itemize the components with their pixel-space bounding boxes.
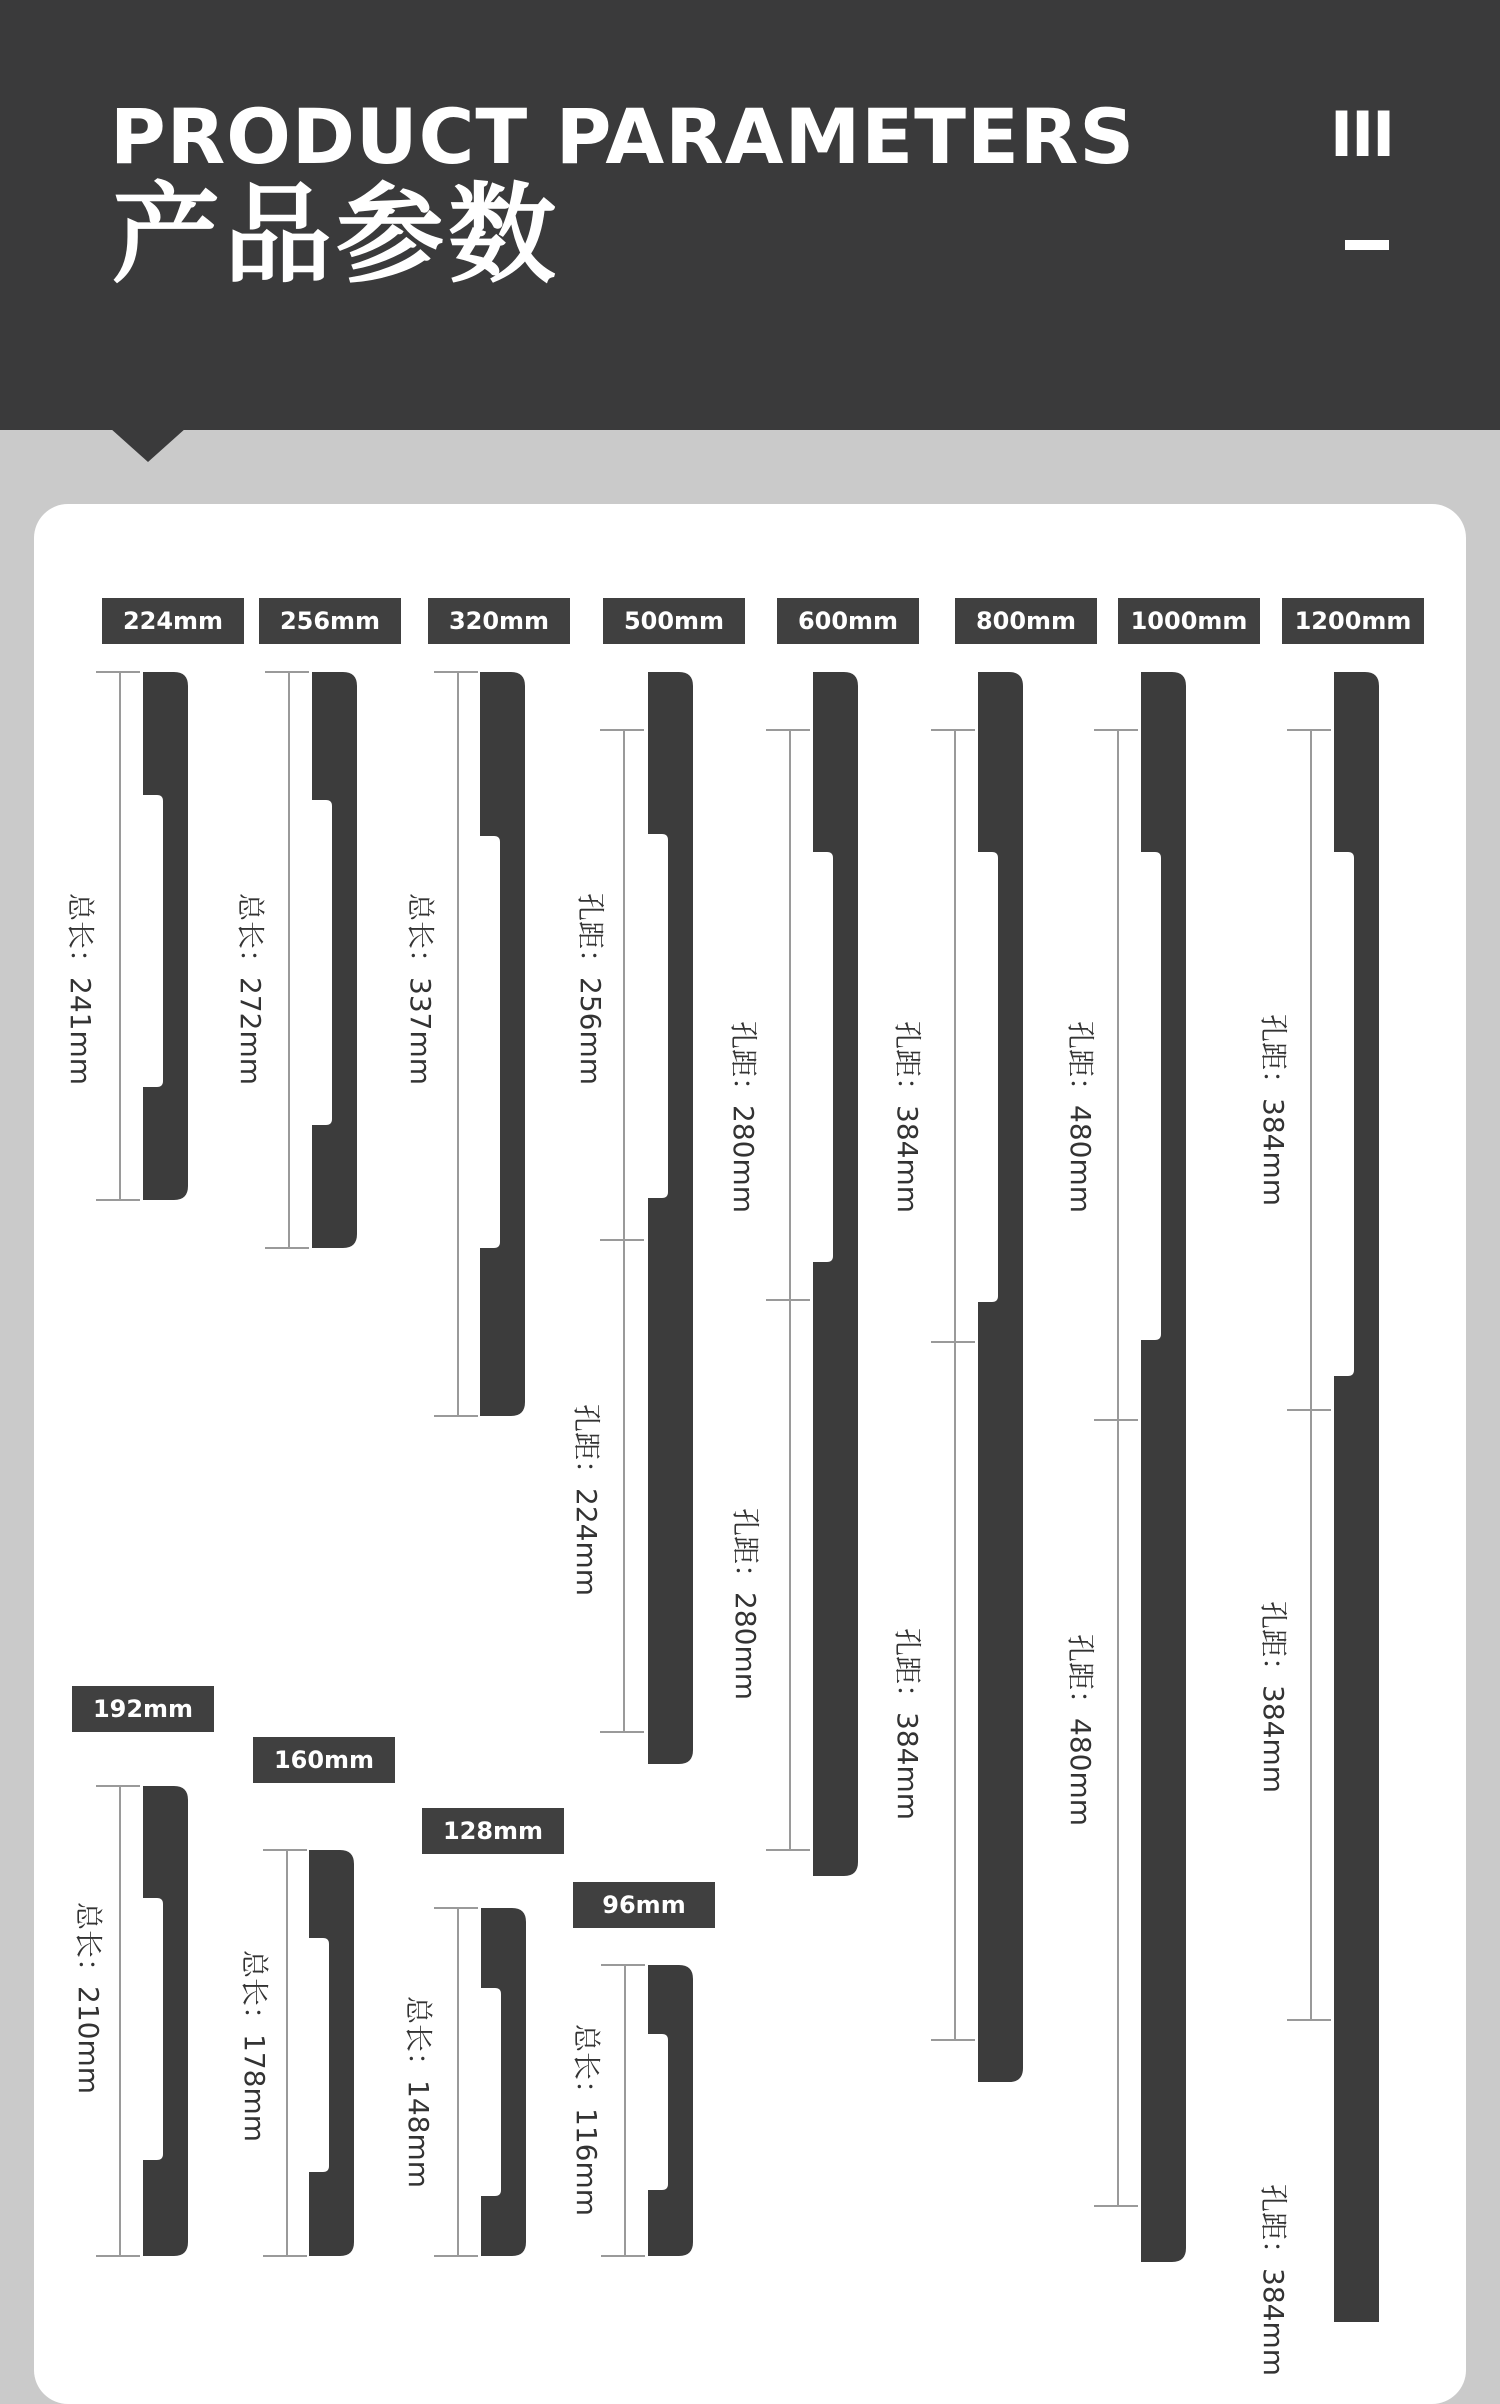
size-label-1200: 1200mm — [1282, 598, 1424, 644]
handle-800 — [978, 672, 1023, 2082]
size-label-128: 128mm — [422, 1808, 564, 1854]
handle-1000 — [1141, 672, 1186, 2262]
dim-text-500-b: 孔距：224mm — [570, 1404, 603, 1596]
handle-192 — [143, 1786, 188, 2256]
dim-text-1200-b: 孔距：384mm — [1257, 1601, 1290, 1793]
dim-text-192-total: 总长：210mm — [72, 1902, 105, 2094]
title-chinese: 产品参数 — [112, 173, 561, 298]
size-label-600: 600mm — [777, 598, 919, 644]
size-label-192: 192mm — [72, 1686, 214, 1732]
dim-text-128-total: 总长：148mm — [402, 1996, 435, 2188]
dim-text-800-a: 孔距：384mm — [891, 1021, 924, 1213]
size-label-224: 224mm — [102, 598, 244, 644]
title-english: PRODUCT PARAMETERS — [110, 92, 1136, 181]
size-label-800: 800mm — [955, 598, 1097, 644]
size-label-1000: 1000mm — [1118, 598, 1260, 644]
handle-1200 — [1334, 672, 1379, 2322]
size-label-500: 500mm — [603, 598, 745, 644]
handle-224 — [143, 672, 188, 1200]
size-label-96: 96mm — [573, 1882, 715, 1928]
dim-text-224-total: 总长：241mm — [64, 893, 97, 1085]
dim-text-600-a: 孔距：280mm — [727, 1021, 760, 1213]
dim-text-256-total: 总长：272mm — [234, 893, 267, 1085]
dim-text-1000-a: 孔距：480mm — [1064, 1021, 1097, 1213]
dim-text-1000-b: 孔距：480mm — [1064, 1634, 1097, 1826]
handle-600 — [813, 672, 858, 1876]
dim-text-96-total: 总长：116mm — [570, 2024, 603, 2216]
handle-160 — [309, 1850, 354, 2256]
size-label-256: 256mm — [259, 598, 401, 644]
size-label-320: 320mm — [428, 598, 570, 644]
dim-text-160-total: 总长：178mm — [238, 1950, 271, 2142]
handle-256 — [312, 672, 357, 1248]
dim-text-1200-a: 孔距：384mm — [1257, 1014, 1290, 1206]
dim-text-600-b: 孔距：280mm — [729, 1508, 762, 1700]
handle-128 — [481, 1908, 526, 2256]
dim-text-320-total: 总长：337mm — [404, 893, 437, 1085]
section-number: III — [1330, 98, 1394, 171]
handle-500 — [648, 672, 693, 1764]
handle-320 — [480, 672, 525, 1416]
dim-text-1200-c: 孔距：384mm — [1257, 2184, 1290, 2376]
size-label-160: 160mm — [253, 1737, 395, 1783]
dim-text-800-b: 孔距：384mm — [891, 1628, 924, 1820]
handle-96 — [648, 1965, 693, 2256]
dim-text-500-a: 孔距：256mm — [574, 893, 607, 1085]
